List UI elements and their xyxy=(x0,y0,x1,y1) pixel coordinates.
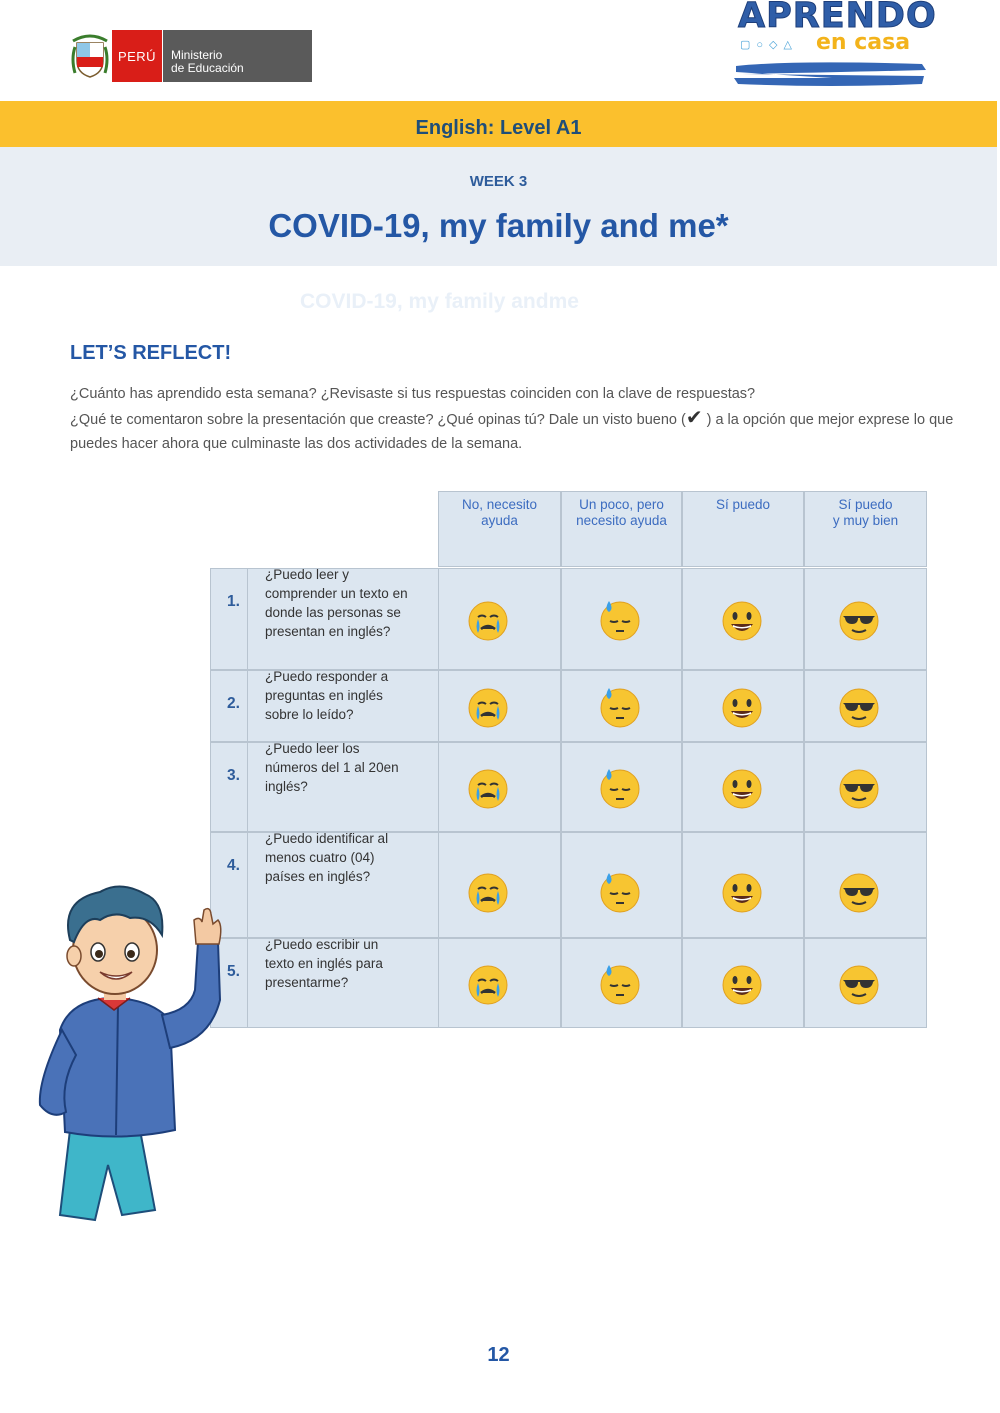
boy-illustration xyxy=(30,880,230,1240)
reflect-line-2a: ¿Qué te comentaron sobre la presentación que creaste? ¿Qué opinas tú? Dale un visto bueno ( xyxy=(70,412,686,428)
brush-stroke-icon xyxy=(732,60,928,88)
question-text xyxy=(265,829,425,886)
level-label: English: Level A1 xyxy=(415,116,582,139)
page-number: 12 xyxy=(487,1344,510,1366)
question-text xyxy=(265,935,425,992)
question-line: comprender un texto en xyxy=(265,586,408,601)
sunglasses-face-icon xyxy=(837,599,881,643)
row-number: 4. xyxy=(227,857,240,874)
sunglasses-face-icon xyxy=(837,767,881,811)
column-header-4 xyxy=(804,491,927,567)
column-header-line1: Sí puedo xyxy=(838,497,893,512)
crying-face-icon xyxy=(466,686,510,730)
title-band xyxy=(0,147,997,266)
column-header-line2: ayuda xyxy=(481,513,518,528)
column-header-1 xyxy=(438,491,561,567)
row-number: 5. xyxy=(227,963,240,980)
row-number-cell xyxy=(210,742,248,832)
sweat-face-icon xyxy=(598,871,642,915)
week-label: WEEK 3 xyxy=(469,173,528,190)
row-number: 1. xyxy=(227,593,240,610)
column-header-line1: Sí puedo xyxy=(715,497,771,512)
question-line: ¿Puedo escribir un xyxy=(265,937,379,952)
ministry-line-2: de Educación xyxy=(171,61,244,75)
page-title: COVID-19, my family and me* xyxy=(268,207,729,244)
sunglasses-face-icon xyxy=(837,686,881,730)
question-line: ¿Puedo identificar al xyxy=(265,831,389,846)
brand-subtitle: en casa xyxy=(816,30,911,55)
aprendo-en-casa-logo xyxy=(730,0,937,92)
question-line: presentan en inglés? xyxy=(265,624,391,639)
faded-title: COVID-19, my family andme xyxy=(300,290,579,313)
crying-face-icon xyxy=(466,599,510,643)
reflect-line-1: ¿Cuánto has aprendido esta semana? ¿Revisaste si tus respuestas coinciden con la clave de respuestas? xyxy=(70,386,756,402)
crying-face-icon xyxy=(466,871,510,915)
column-header-3 xyxy=(682,491,804,567)
question-text xyxy=(265,739,425,796)
reflect-line-2b: ) a la opción que mejor exprese lo que puedes hacer ahora que culminaste las dos actividades de la semana. xyxy=(70,412,954,452)
reflect-instructions xyxy=(70,382,985,456)
question-line: texto en inglés para xyxy=(265,956,383,971)
smiling-face-icon xyxy=(720,767,764,811)
sunglasses-face-icon xyxy=(837,871,881,915)
row-number: 2. xyxy=(227,695,240,712)
row-number: 3. xyxy=(227,767,240,784)
row-number-cell xyxy=(210,568,248,670)
question-line: ¿Puedo responder a xyxy=(265,669,389,684)
question-text xyxy=(265,667,425,724)
question-line: inglés? xyxy=(265,779,308,794)
brand-title: APRENDO xyxy=(738,0,937,36)
reflect-heading: LET’S REFLECT! xyxy=(70,342,232,364)
ministry-name xyxy=(162,30,312,82)
column-header-line1: Un poco, pero xyxy=(579,497,664,512)
question-line: números del 1 al 20en xyxy=(265,760,399,775)
column-header-line1: No, necesito xyxy=(461,497,538,512)
column-header-line2: necesito ayuda xyxy=(576,513,667,528)
smiling-face-icon xyxy=(720,686,764,730)
shapes-icon: ▢○◇△ xyxy=(740,39,798,51)
question-line: donde las personas se xyxy=(265,605,401,620)
ministry-logo xyxy=(68,30,312,82)
question-line: preguntas en inglés xyxy=(265,688,383,703)
question-line: sobre lo leído? xyxy=(265,707,354,722)
smiling-face-icon xyxy=(720,871,764,915)
question-line: países en inglés? xyxy=(265,869,371,884)
question-text xyxy=(265,565,425,641)
question-line: presentarme? xyxy=(265,975,349,990)
smiling-face-icon xyxy=(720,963,764,1007)
peru-label: PERÚ xyxy=(112,30,162,82)
checkmark-icon: ✔ xyxy=(685,407,703,429)
sweat-face-icon xyxy=(598,599,642,643)
level-band xyxy=(0,101,997,147)
ministry-line-1: Ministerio xyxy=(171,48,223,62)
sweat-face-icon xyxy=(598,767,642,811)
column-header-2 xyxy=(561,491,682,567)
question-line: ¿Puedo leer los xyxy=(265,741,360,756)
reflect-line-2 xyxy=(70,406,985,456)
crying-face-icon xyxy=(466,767,510,811)
crying-face-icon xyxy=(466,963,510,1007)
sweat-face-icon xyxy=(598,963,642,1007)
question-line: ¿Puedo leer y xyxy=(265,567,350,582)
sweat-face-icon xyxy=(598,686,642,730)
peru-coat-of-arms-icon xyxy=(68,30,112,82)
smiling-face-icon xyxy=(720,599,764,643)
column-header-line2: y muy bien xyxy=(832,513,899,528)
sunglasses-face-icon xyxy=(837,963,881,1007)
question-line: menos cuatro (04) xyxy=(265,850,375,865)
